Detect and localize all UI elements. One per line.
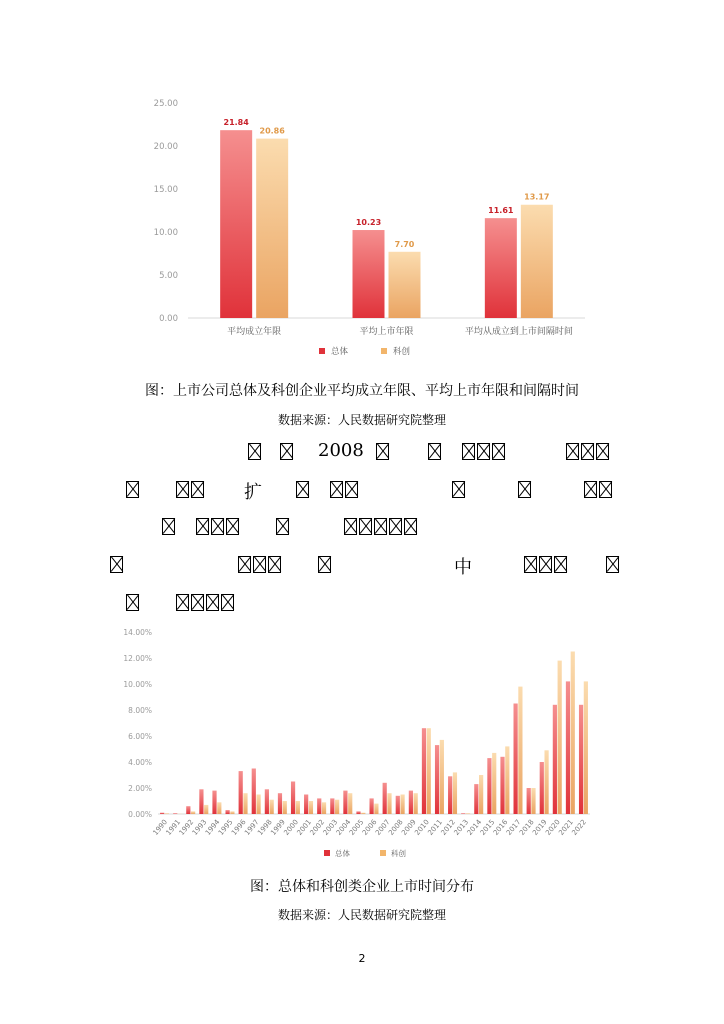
figure2-source: 数据来源：人民数据研究院整理 <box>277 908 446 922</box>
x-tick-label: 2022 <box>570 818 588 837</box>
missing-glyph-box <box>404 518 417 535</box>
missing-glyph-box <box>345 481 358 498</box>
bar-total <box>353 230 385 318</box>
x-tick-label: 2009 <box>400 818 418 837</box>
bar-kechuang <box>191 811 195 814</box>
missing-glyph-box <box>126 481 139 498</box>
bar-kechuang <box>440 740 444 814</box>
missing-glyph-box <box>126 594 139 611</box>
bar-kechuang <box>505 746 509 814</box>
chart-average-years <box>140 88 590 370</box>
bar-kechuang <box>414 793 418 814</box>
missing-glyph-box <box>452 481 465 498</box>
missing-glyph-box <box>606 556 619 573</box>
bar-kechuang <box>453 772 457 814</box>
missing-glyph-box <box>276 518 289 535</box>
data-label: 10.23 <box>355 218 382 228</box>
bar-kechuang <box>165 813 169 814</box>
missing-glyph-box <box>492 443 505 460</box>
bar-total <box>173 813 177 814</box>
legend-swatch-kechuang <box>381 348 387 354</box>
bar-kechuang <box>217 802 221 814</box>
missing-glyph-box <box>238 556 251 573</box>
bar-kechuang <box>361 813 365 814</box>
missing-glyph-box <box>462 443 475 460</box>
missing-glyph-box <box>280 443 293 460</box>
missing-glyph-box <box>268 556 281 573</box>
x-tick-label: 2007 <box>374 818 392 837</box>
x-tick-label: 2000 <box>282 818 300 837</box>
y-tick-label: 0.00% <box>128 810 152 819</box>
figure1-source: 数据来源：人民数据研究院整理 <box>277 413 446 427</box>
legend-label-kechuang: 科创 <box>393 347 411 357</box>
bar-total <box>239 771 243 814</box>
legend-label-total: 总体 <box>335 849 350 858</box>
missing-glyph-box <box>518 481 531 498</box>
y-tick-label: 12.00% <box>123 654 152 663</box>
x-tick-label: 2005 <box>347 818 366 837</box>
chart-listing-time-distribution <box>112 622 602 864</box>
bar-kechuang <box>348 793 352 814</box>
x-tick-label: 2001 <box>295 818 314 837</box>
bar-total <box>330 798 334 814</box>
missing-glyph-box <box>539 556 552 573</box>
missing-glyph-box <box>477 443 490 460</box>
bar-total <box>343 791 347 814</box>
x-tick-label: 2015 <box>478 818 497 837</box>
bar-kechuang <box>256 139 288 318</box>
paragraph-char-kuo: 扩 <box>244 482 262 503</box>
missing-glyph-box <box>226 518 239 535</box>
page-number: 2 <box>358 952 366 965</box>
bar-kechuang <box>243 793 247 814</box>
x-tick-label: 2008 <box>387 818 405 837</box>
bar-kechuang <box>531 788 535 814</box>
bar-total <box>291 782 295 815</box>
bar-total <box>265 789 269 814</box>
bar-total <box>461 813 465 814</box>
missing-glyph-box <box>211 518 224 535</box>
x-tick-label: 1994 <box>203 818 222 837</box>
bar-total <box>448 776 452 814</box>
y-tick-label: 5.00 <box>159 271 178 281</box>
bar-kechuang <box>335 800 339 814</box>
bar-kechuang <box>296 801 300 814</box>
bar-total <box>579 705 583 814</box>
bar-total <box>304 795 308 815</box>
bar-kechuang <box>270 800 274 814</box>
x-tick-label: 1991 <box>164 818 183 837</box>
x-tick-label: 1995 <box>216 818 235 837</box>
paragraph-line-1 <box>0 440 724 468</box>
y-tick-label: 25.00 <box>153 99 178 109</box>
missing-glyph-box <box>191 481 204 498</box>
x-category-label: 平均从成立到上市间隔时间 <box>464 327 573 337</box>
data-label: 13.17 <box>524 192 550 202</box>
x-tick-label: 2016 <box>491 818 510 837</box>
bar-total <box>212 791 216 814</box>
bar-kechuang <box>571 652 575 815</box>
x-tick-label: 1990 <box>151 818 170 837</box>
bar-kechuang <box>544 750 548 814</box>
x-tick-label: 2003 <box>321 818 340 837</box>
x-tick-label: 1999 <box>269 818 287 837</box>
legend-label-total: 总体 <box>331 347 349 357</box>
bar-kechuang <box>230 811 234 814</box>
missing-glyph-box <box>196 518 209 535</box>
bar-total <box>370 798 374 814</box>
paragraph-line-3 <box>0 515 724 543</box>
x-tick-label: 1993 <box>190 818 209 837</box>
figure2-caption: 图：总体和科创类企业上市时间分布 <box>250 879 474 895</box>
bar-kechuang <box>283 801 287 814</box>
bar-total <box>422 728 426 814</box>
bar-total <box>220 130 252 318</box>
missing-glyph-box <box>206 594 219 611</box>
missing-glyph-box <box>162 518 175 535</box>
y-tick-label: 10.00% <box>123 680 152 689</box>
y-tick-label: 0.00 <box>159 314 178 324</box>
y-tick-label: 15.00 <box>153 185 178 195</box>
bar-total <box>226 810 230 814</box>
bar-kechuang <box>427 728 431 814</box>
bar-total <box>474 784 478 814</box>
bar-total <box>487 758 491 814</box>
bar-kechuang <box>558 661 562 814</box>
bar-kechuang <box>400 795 404 815</box>
data-label: 21.84 <box>223 118 249 128</box>
bar-total <box>278 793 282 814</box>
x-tick-label: 2021 <box>557 818 575 837</box>
x-tick-label: 2013 <box>452 818 471 837</box>
bar-total <box>514 704 518 815</box>
x-tick-label: 2020 <box>544 818 562 837</box>
y-tick-label: 14.00% <box>123 628 152 637</box>
missing-glyph-box <box>376 443 389 460</box>
bar-total <box>356 811 360 814</box>
missing-glyph-box <box>554 556 567 573</box>
bar-total <box>540 762 544 814</box>
bar-total <box>186 806 190 814</box>
y-tick-label: 2.00% <box>128 784 152 793</box>
x-category-label: 平均成立年限 <box>227 327 282 337</box>
bar-kechuang <box>309 801 313 814</box>
x-category-label: 平均上市年限 <box>359 327 414 337</box>
missing-glyph-box <box>596 443 609 460</box>
y-tick-label: 8.00% <box>128 706 152 715</box>
data-label: 20.86 <box>259 126 285 136</box>
x-tick-label: 2018 <box>518 818 536 837</box>
bar-total <box>553 705 557 814</box>
x-tick-label: 2006 <box>360 818 379 837</box>
bar-total <box>383 783 387 814</box>
x-tick-label: 2012 <box>439 818 458 837</box>
legend-label-kechuang: 科创 <box>391 849 406 858</box>
legend-swatch-total <box>319 348 325 354</box>
y-tick-label: 4.00% <box>128 758 152 767</box>
missing-glyph-box <box>176 594 189 611</box>
paragraph-line-4 <box>0 553 724 581</box>
y-tick-label: 10.00 <box>153 228 178 238</box>
x-tick-label: 2014 <box>465 818 484 837</box>
paragraph-char-zhong: 中 <box>454 557 472 578</box>
paragraph-year: 2008 <box>318 440 364 461</box>
bar-total <box>252 769 256 815</box>
x-tick-label: 1992 <box>177 818 196 837</box>
data-label: 7.70 <box>394 239 415 249</box>
bar-kechuang <box>387 793 391 814</box>
missing-glyph-box <box>110 556 123 573</box>
x-tick-label: 2004 <box>334 818 353 837</box>
bar-kechuang <box>204 805 208 814</box>
bar-total <box>160 813 164 814</box>
data-label: 11.61 <box>488 206 514 216</box>
missing-glyph-box <box>428 443 441 460</box>
figure1-caption: 图：上市公司总体及科创企业平均成立年限、平均上市年限和间隔时间 <box>145 383 579 399</box>
bar-kechuang <box>466 813 470 814</box>
missing-glyph-box <box>221 594 234 611</box>
x-tick-label: 2017 <box>504 818 523 837</box>
bar-kechuang <box>322 802 326 814</box>
x-tick-label: 2011 <box>426 818 444 837</box>
x-tick-label: 1998 <box>256 818 274 837</box>
x-tick-label: 2019 <box>531 818 549 837</box>
bar-total <box>396 796 400 814</box>
missing-glyph-box <box>344 518 357 535</box>
missing-glyph-box <box>581 443 594 460</box>
bar-kechuang <box>521 205 553 318</box>
x-tick-label: 2010 <box>413 818 431 837</box>
missing-glyph-box <box>599 481 612 498</box>
bar-kechuang <box>518 687 522 814</box>
bar-kechuang <box>492 753 496 814</box>
bar-kechuang <box>256 795 260 815</box>
bar-total <box>409 791 413 814</box>
bar-total <box>199 789 203 814</box>
bar-total <box>527 788 531 814</box>
missing-glyph-box <box>176 481 189 498</box>
bar-total <box>317 798 321 814</box>
bar-kechuang <box>584 681 588 814</box>
bar-kechuang <box>479 775 483 814</box>
missing-glyph-box <box>253 556 266 573</box>
legend-swatch-kechuang <box>380 850 386 856</box>
missing-glyph-box <box>389 518 402 535</box>
missing-glyph-box <box>318 556 331 573</box>
x-tick-label: 1997 <box>243 818 261 837</box>
missing-glyph-box <box>524 556 537 573</box>
bar-kechuang <box>389 252 421 318</box>
missing-glyph-box <box>584 481 597 498</box>
missing-glyph-box <box>191 594 204 611</box>
y-tick-label: 20.00 <box>153 142 178 152</box>
paragraph-line-5 <box>0 591 724 619</box>
bar-total <box>435 745 439 814</box>
missing-glyph-box <box>359 518 372 535</box>
missing-glyph-box <box>296 481 309 498</box>
y-tick-label: 6.00% <box>128 732 152 741</box>
x-tick-label: 2002 <box>308 818 327 837</box>
bar-kechuang <box>374 804 378 814</box>
bar-total <box>500 757 504 814</box>
missing-glyph-box <box>566 443 579 460</box>
bar-total <box>485 218 517 318</box>
missing-glyph-box <box>248 443 261 460</box>
missing-glyph-box <box>374 518 387 535</box>
bar-total <box>566 681 570 814</box>
x-tick-label: 1996 <box>230 818 248 837</box>
missing-glyph-box <box>330 481 343 498</box>
legend-swatch-total <box>324 850 330 856</box>
paragraph-line-2 <box>0 478 724 506</box>
